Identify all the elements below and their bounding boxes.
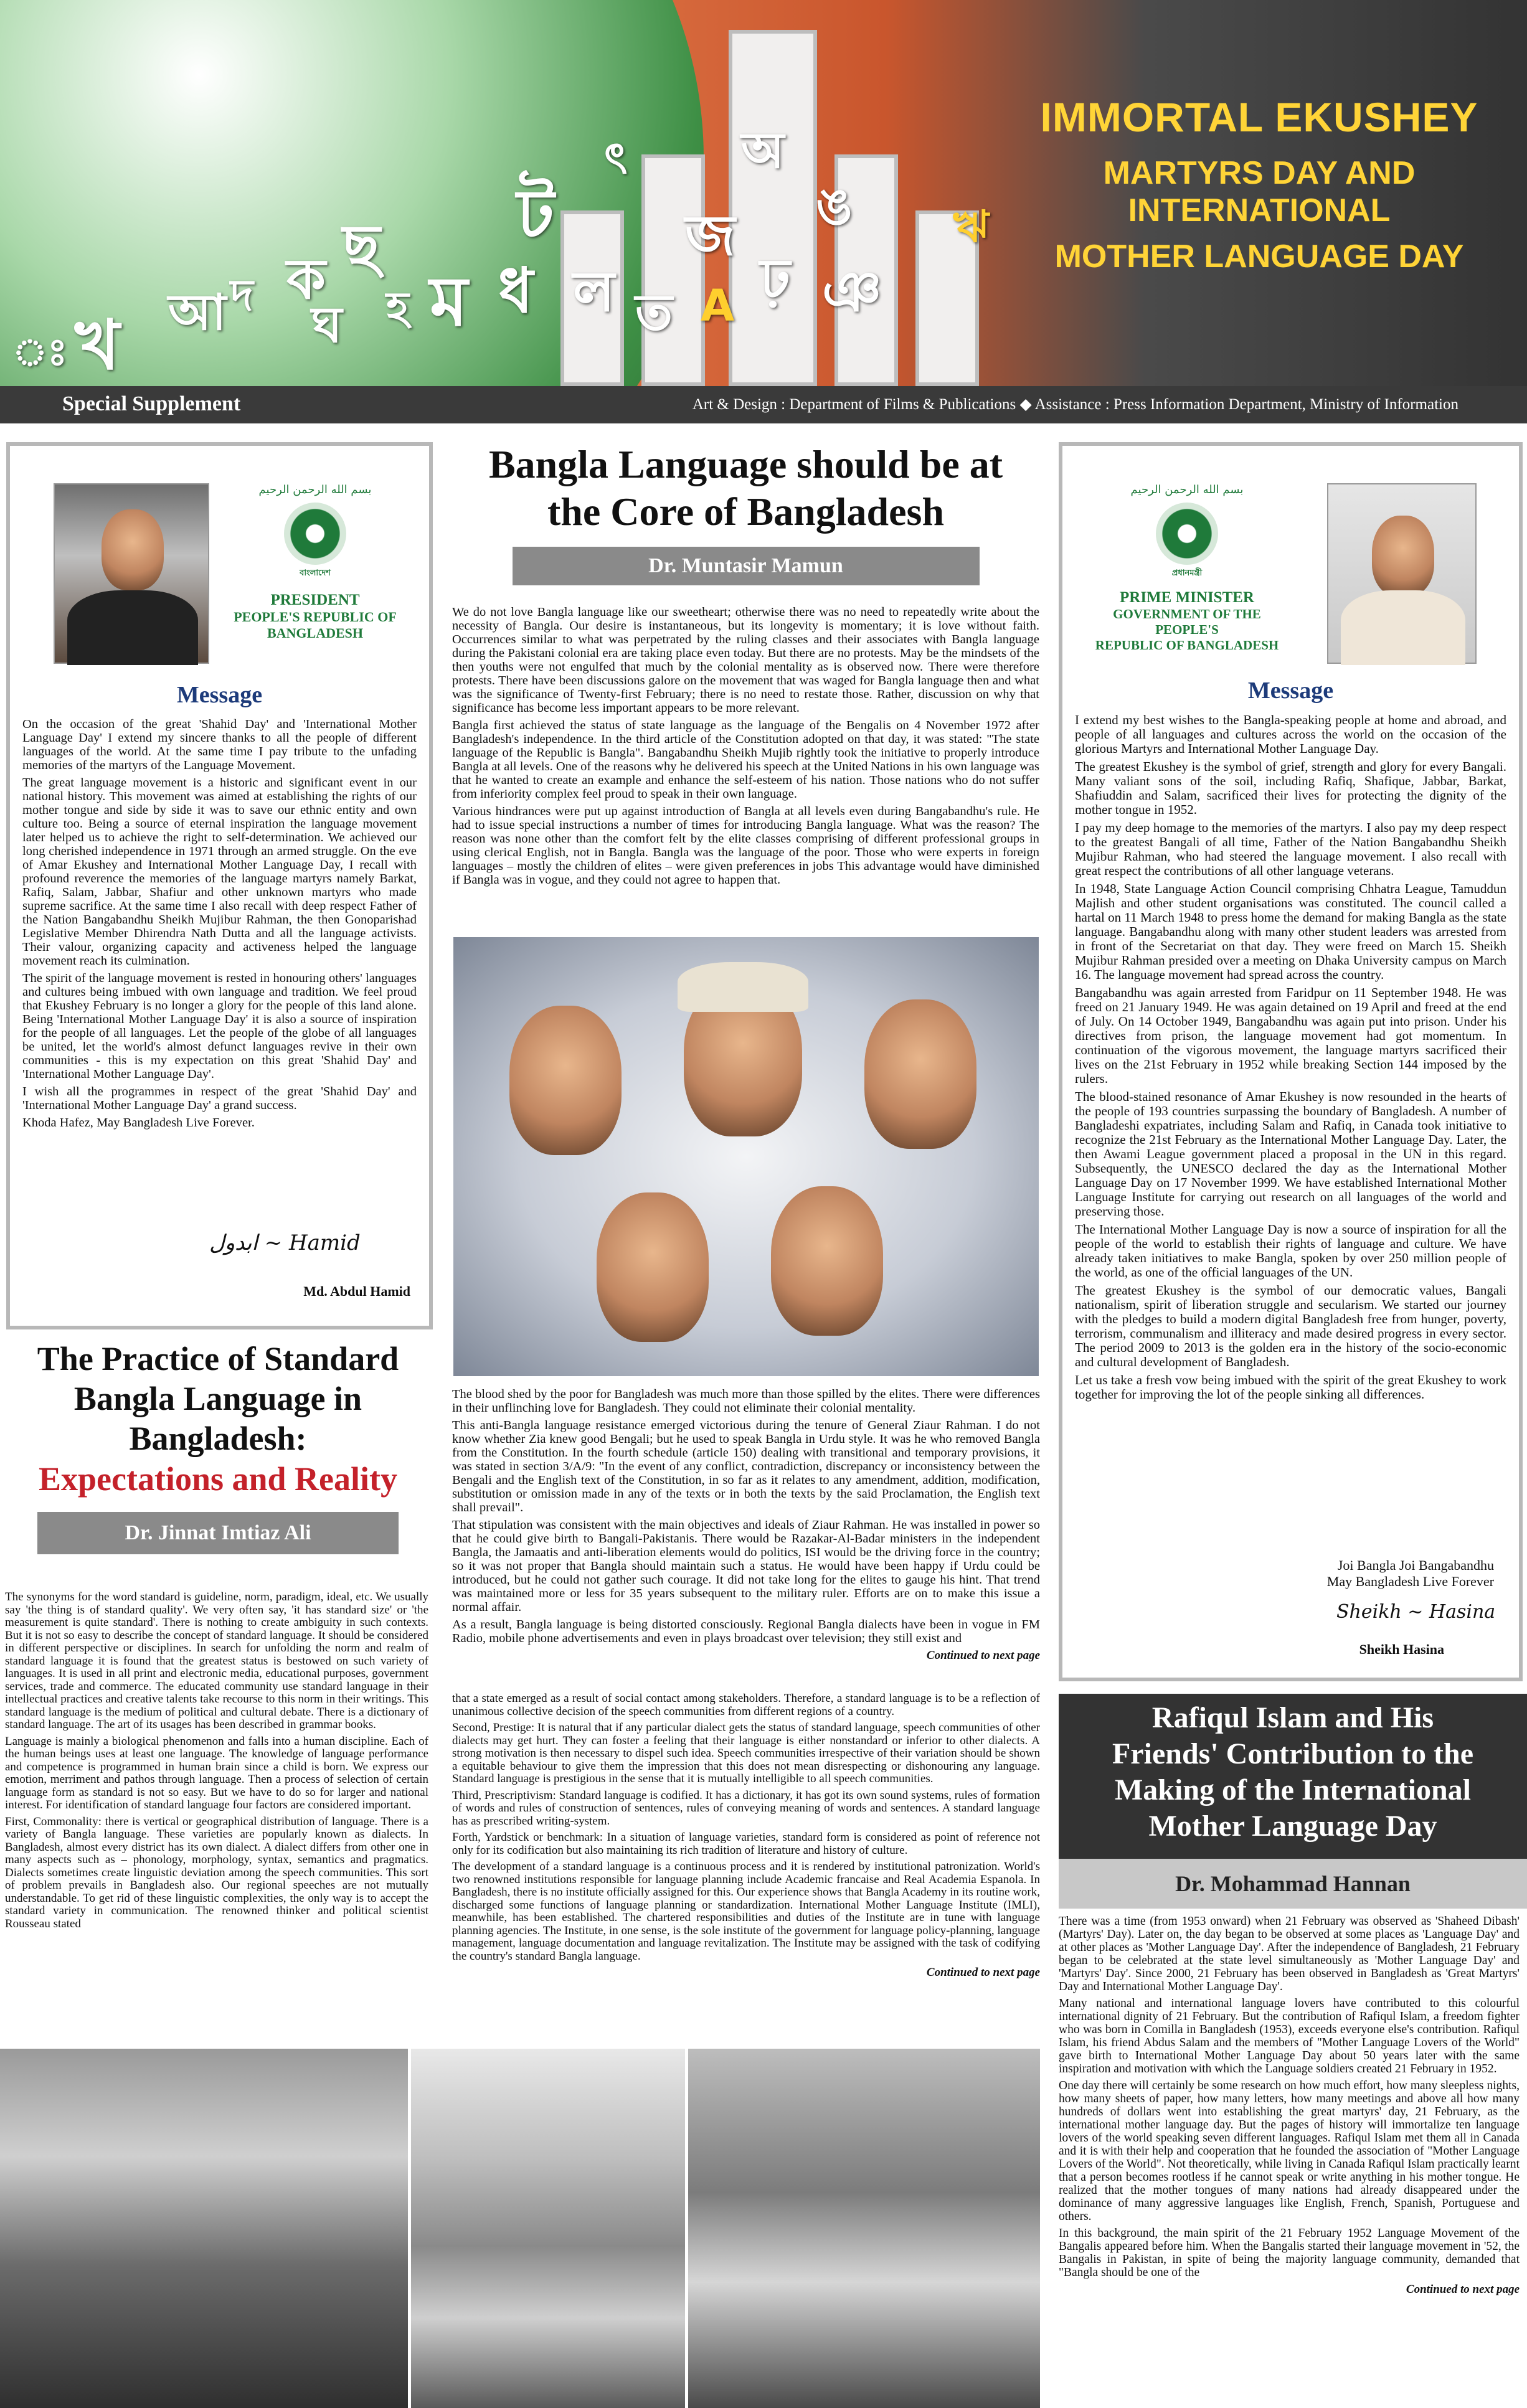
post-line1: PRIME MINISTER <box>1120 589 1254 606</box>
pm-signature: Sheikh ~ Hasina <box>1336 1601 1496 1623</box>
paragraph: There was a time (from 1953 onward) when 21 February was observed as 'Shaheed Dibash' (Martyrs' Day). Later on, the day began to be observed at some places as 'Language Day' and at other places as 'Mother Language Day'. After the independence of Bangladesh, 21 February began to be celebrated at the state level simultaneously as 'Mother Language Day' and 'Martyrs' Day'. Since 2000, 21 February has been observed in Bangladesh as 'Great Martyrs' Day and International Mother Language Day'. <box>1059 1915 1520 1993</box>
rafiqul-headline-line4: Mother Language Day <box>1148 1810 1437 1843</box>
practice-headline-line2: Bangla Language in <box>73 1380 362 1417</box>
paragraph: Many national and international language lovers have contributed to this colourful international dignity of 21 February. But the contribution of Rafiqul Islam, a freedom fighter who was born in Comilla in Bangladesh (1953), exceeds everyone else's contribution. Rafiqul Islam, his friend Abdus Salam and the members of "Mother Language Lovers of the World" gave birth to International Mother Language Day about 50 years later with the same inspiration and motivation with which the Language soldiers created 21 February in 1952. <box>1059 1997 1520 2075</box>
rafiqul-headline-line1: Rafiqul Islam and His <box>1151 1701 1434 1734</box>
emblem-label: প্রধানমন্ত্রী <box>1171 568 1203 577</box>
banner-letter: দ <box>230 270 253 321</box>
bangladesh-emblem-icon <box>1156 503 1218 565</box>
continued-label: Continued to next page <box>926 1649 1040 1662</box>
supplement-strip <box>0 386 1527 423</box>
paragraph: As a result, Bangla language is being distorted consciously. Regional Bangla dialects have been in vogue in FM Radio, mobile phone advertisements and even in plays broadcast over television; they still exist and <box>452 1618 1040 1645</box>
banner-letter: আ <box>168 283 227 341</box>
special-supplement-label: Special Supplement <box>62 392 241 415</box>
rafiqul-headline-line3: Making of the International <box>1114 1773 1471 1806</box>
banner-letter: ঃ <box>12 331 68 374</box>
president-message-body <box>22 717 417 1130</box>
banner-title-line2: MARTYRS DAY AND INTERNATIONAL <box>1103 155 1416 229</box>
practice-headline-line1: The Practice of Standard <box>37 1340 399 1377</box>
banner-letter: অ <box>741 121 785 179</box>
paragraph: Third, Prescriptivism: Standard language is codified. It has a dictionary, it has got its own sound systems, rules of formation of words and rules of construction of sentences, rules of conveying meaning of words and sentences. A standard language has as prescribed writing-system. <box>452 1788 1040 1828</box>
bismillah-text: بسم الله الرحمن الرحيم <box>1130 483 1244 496</box>
banner-letter: ঘ <box>311 296 343 354</box>
president-message-box <box>6 442 433 1329</box>
pm-portrait <box>1327 483 1477 664</box>
closing-line2: May Bangladesh Live Forever <box>1326 1574 1494 1589</box>
paragraph: The International Mother Language Day is now a source of inspiration for all the people of the world to establish their rights of language and culture. We have already taken initiatives to make Bangla, spoken by over 250 million people of the world, as one of the official languages of the UN. <box>1075 1222 1506 1280</box>
paragraph: Khoda Hafez, May Bangladesh Live Forever. <box>22 1116 255 1130</box>
banner-letter: ল <box>573 259 615 324</box>
president-name: Md. Abdul Hamid <box>303 1283 410 1299</box>
practice-article-mid-body <box>452 1693 1040 1980</box>
paragraph: I extend my best wishes to the Bangla-speaking people at home and abroad, and people of all languages and cultures across the world on the occasion of the glorious Martyrs and International Mother Language Day. <box>1075 712 1506 756</box>
paragraph: The greatest Ekushey is the symbol of our democratic values, Bangali nationalism, spirit of liberation struggle and secularism. We started our journey with the pledges to build a modern digital Bangladesh free from hunger, poverty, terrorism, communalism and illiteracy and made desired progress in every sector. The period 2009 to 2013 is the golden era in the history of the socio-economic and cultural development of Bangladesh. <box>1075 1283 1506 1369</box>
message-heading: Message <box>176 682 263 708</box>
banner-letter: ঢ় <box>760 247 791 312</box>
header-banner <box>0 0 1527 386</box>
rafiqul-article-body <box>1059 1915 1520 2296</box>
paragraph: The synonyms for the word standard is guideline, norm, paradigm, ideal, etc. We usually say 'the thing is of standard quality'. We very often say, 'it has standard size' or 'the measurement is quite standard'. There is nothing to create ambiguity in such contexts. But it is not so easy to describe the concept of standard language. It should be considered in different perspective or disciplines. In search for unfolding the norm and realm of standard language it is found that the greatest status is bestowed on such variety of languages. It is used in all print and electronic media, educational purposes, government services, trade and commerce. The educated community use standard language in their intellectual practices and creative talents take recourse to this norm in their writings. This standard language is the medium of political and cultural debate. There is a dictionary of standard language. The art of its usages has been described in grammar books. <box>5 1590 428 1731</box>
paragraph: Language is mainly a biological phenomenon and falls into a human discipline. Each of the human beings uses at least one language. The knowledge of language performance and competence is programmed in human brain since a child is born. We express our emotion, merriment and pathos through language. Then a process of selection of certain language form as standard is not so easy. But we have to do so for larger and national interest. For identification of standard language four factors are considered important. <box>5 1734 428 1811</box>
practice-article-left-body <box>5 1591 428 1934</box>
center-author-bar: Dr. Muntasir Mamun <box>513 547 980 585</box>
banner-title-line3: MOTHER LANGUAGE DAY <box>1054 238 1464 275</box>
pm-emblem-block <box>1087 483 1287 653</box>
center-article-bottom-body <box>452 1387 1040 1663</box>
rafiqul-headline-line2: Friends' Contribution to the <box>1112 1737 1474 1770</box>
paragraph: On the occasion of the great 'Shahid Day' and 'International Mother Language Day' I extend my sincere thanks to all the people of different languages of the world. At the same time I pay tribute to the unfading memories of the martyrs of the Language Movement. <box>22 717 417 772</box>
banner-letter: ত <box>635 283 673 341</box>
continued-label: Continued to next page <box>1406 2283 1520 2296</box>
historic-photo-procession <box>0 2049 408 2408</box>
paragraph: The blood shed by the poor for Bangladesh was much more than those spilled by the elites. There were differences in their unflinching love for Bangladesh. They could not eliminate their colonial mentality. <box>452 1387 1040 1415</box>
post-line2: PEOPLE'S REPUBLIC OF <box>234 609 397 625</box>
paragraph: One day there will certainly be some research on how much effort, how many sleepless nights, how many sheets of paper, how many letters, how many meetings and above all how many hundreds of dollars went into establishing the great martyrs' day, 21 February, as the international mother language day. But the pages of history will immortalize ten language lovers of the world speaking seven different languages. Rafiqul Islam met them all in Canada and it is with their help and cooperation that he founded the association of "Mother Language Lovers of the World". Not theoretically, while living in Canada Rafiqul Islam practically learnt that a person becomes rootless if he cannot speak or write anything in his mother tongue. He realized that the mother tongues of many nations had already disappeared under the dominance of many aggressive languages like English, French, Spanish, Portuguese and others. <box>1059 2079 1520 2223</box>
paragraph: I pay my deep homage to the memories of the martyrs. I also pay my deep respect to the greatest Bangali of all time, Father of the Nation Bangabandhu Sheikh Mujibur Rahman, who had steered the language movement. I also recall with great respect the contributions of all other language veterans. <box>1075 820 1506 878</box>
banner-letter: ম <box>430 262 468 341</box>
banner-letter: ধ <box>498 254 534 327</box>
paragraph: Bangabandhu was again arrested from Faridpur on 11 September 1948. He was freed on 21 January 1949. He was again detained on 19 April and freed at the end of July. On 14 October 1949, Bangabandhu was again put into prison. Under his directives from prison, the language movement had got momentum. In continuation of the vigorous movement, the language martyrs sacrificed their lives on the 21st February in 1952 while breaking Section 144 imposed by the rulers. <box>1075 985 1506 1086</box>
paragraph: First, Commonality: there is vertical or geographical distribution of language. There is a variety of Bangla language. These varieties are popularly known as dialects. In Bangladesh, almost every district has its own dialect. A dialect differs from other one in many aspects such as – phonology, morphology, syntax, semantics and pragmatics. Dialects sometimes create linguistic deviation among the speech communities. This sort of problem prevails in Bangladesh also. Our regional speeches are not mutually understandable. To get rid of these linguistic complexities, the only way is to accept the standard variety in communication. The renowned thinker and political scientist Rousseau stated <box>5 1815 428 1930</box>
president-signature: ﺍﺑﺪﻭﻝ ~ Hamid <box>209 1230 361 1255</box>
paragraph: I wish all the programmes in respect of the great 'Shahid Day' and 'International Mother Language Day' a grand success. <box>22 1085 417 1112</box>
bangladesh-emblem-icon <box>284 503 346 565</box>
practice-headline-line3: Bangladesh: <box>129 1420 307 1457</box>
paragraph: The great language movement is a historic and significant event in our national history. This movement was aimed at establishing the rights of our mother tongue and side by side it was to save our ethnic entity and own culture too. Being a source of eternal inspiration the language movement later helped us to achieve the right to self-determination. We achieved our long cherished independence in 1971 through an armed struggle. On the eve of Amar Ekushey and International Mother Language Day, I recall with profound reverence the memories of the language martyrs namely Barkat, Rafiq, Salam, Jabbar, Shafiur and other unknown martyrs who made supreme sacrifice. At the same time I also recall with deep respect Father of the Nation Bangabandhu Sheikh Mujibur Rahman, the then Gonoparishad Legislative Member Dhirendra Nath Dutta and all the language activists. Their valour, organizing capacity and activeness helped the language movement reach its culmination. <box>22 776 417 968</box>
banner-letter: ট <box>517 174 554 254</box>
paragraph: that a state emerged as a result of social contact among stakeholders. Therefore, a standard language is to be a reflection of unanimous collective decision of the speech communities from different regions of a country. <box>452 1692 1040 1718</box>
pm-message-box <box>1059 442 1523 1681</box>
president-portrait <box>54 483 209 664</box>
banner-letter: জ <box>685 203 735 268</box>
message-heading: Message <box>1247 678 1334 704</box>
center-article-top-body <box>448 605 1043 887</box>
paragraph: Forth, Yardstick or benchmark: In a situation of language varieties, standard form is considered as point of reference not only for its codification but also maintaining its rich tradition of literature and history of culture. <box>452 1831 1040 1857</box>
paragraph: Let us take a fresh vow being imbued with the spirit of the great Ekushey to work together for improving the lot of the people sinking all differences. <box>1075 1372 1506 1402</box>
paragraph: We do not love Bangla language like our sweetheart; otherwise there was no need to repeatedly write about the necessity of Bangla. Our desire is instantaneous, but its longevity is momentary; it is love without faith. Occurrences similar to what was perpetrated by the ruling classes and their associates with Bangla language during the Pakistani colonial era are taking place even today. But there are no protests. May be the mindsets of the then youths were not engulfed that much by the colonial mentality as is observed now. There were therefore protests. There have been discussions galore on the movement that was waged for Bangla language then and what was the significance of Twenty-first February; there is no need to restate those. Rather, discussion on why that significance has become less important appears to be more relevant. <box>452 605 1039 715</box>
practice-headline-line4: Expectations and Reality <box>38 1460 398 1498</box>
banner-letter: ঙ <box>816 177 853 235</box>
paragraph: In 1948, State Language Action Council comprising Chhatra League, Tamuddun Majlish and other student organisations was constituted. The council called a hartal on 11 March 1948 to press home the demand for making Bangla as the state language. Bangabandhu along with many other student leaders was arrested from in front of the Secretariat on that day. They were freed on March 15. Sheikh Mujibur Rahman presided over a meeting on Dhaka University campus on March 16. The language movement had spread across the country. <box>1075 881 1506 982</box>
post-line1: PRESIDENT <box>270 592 360 608</box>
banner-title <box>1035 93 1483 275</box>
banner-letter: ঋ <box>953 201 989 252</box>
banner-letter: ক <box>286 247 326 312</box>
paragraph: Second, Prestige: It is natural that if any particular dialect gets the status of standard language, speech communities of other dialects may get hurt. They can foster a feeling that their language is either nonstandard or inferior to other dialects. A strong motivation is then necessary to dispel such idea. Speech communities irrespective of their variation should be shown a equitable behaviour to give them the impression that this does not mean disrespecting or dishonouring any language. Standard language is prestigious in the sense that it is mutually intelligible to all speech communities. <box>452 1721 1040 1785</box>
post-line3: BANGLADESH <box>267 625 364 641</box>
rafiqul-author-bar: Dr. Mohammad Hannan <box>1059 1859 1527 1909</box>
pm-message-body <box>1075 713 1506 1402</box>
banner-letter: হ <box>386 282 409 333</box>
banner-letter: খ <box>75 305 120 385</box>
practice-author-bar: Dr. Jinnat Imtiaz Ali <box>37 1512 399 1554</box>
post-line2: GOVERNMENT OF THE PEOPLE'S <box>1113 607 1261 637</box>
paragraph: The development of a standard language is a continuous process and it is rendered by institutional patronization. World's two renowned institutions responsible for language planning include Academic francaise and Real Academia Espanola. In Bangladesh, there is no institute officially assigned for this. Our experience shows that Bangla Academy in its routine work, discharged some functions of language planning or standardization. International Mother Language Institute (IMLI), meanwhile, has been established. The chartered responsibilities and duties of the Institute are in tune with language planning agencies. The Institute, in one sense, is the sole institute of the government for language policy-planning, language management, language documentation and language revitalization. The Institute may be assigned with the task of codifying the country's standard Bangla language. <box>452 1860 1040 1963</box>
paragraph: The blood-stained resonance of Amar Ekushey is now resounded in the hearts of the people of 193 countries surpassing the boundary of Bangladesh. A number of Bangladeshi expatriates, including Salam and Rafiq, in Canada took initiative to recognize the 21st February as the International Mother Language Day. Later, the then Awami League government placed a proposal in the UN in this regard. Subsequently, the UNESCO declared the day as the International Mother Language Day on 17 November 1999. We have established International Mother Language Institute for carrying out research on all languages of the world and preserving those. <box>1075 1089 1506 1219</box>
center-headline-line2: the Core of Bangladesh <box>547 489 945 534</box>
emblem-label: বাংলাদেশ <box>300 568 331 577</box>
paragraph: Various hindrances were put up against introduction of Bangla at all levels even during Bangabandhu's rule. He had to issue special instructions a number of times for introducing Bangla language. What was the reason? The reason was none other than the comfort felt by the elite classes comprising of different professional groups in using clerical English, not in Bangla. Bangla was the language of the poor. Those who were experts in foreign languages – mostly the children of elites – were given preferences in jobs This advantage would have diminished if Bangla was in vogue, and they could not agree to happen that. <box>452 805 1039 887</box>
paragraph: That stipulation was consistent with the main objectives and ideals of Ziaur Rahman. He was installed in power so that he could give birth to Bangali-Pakistanis. There would be Razakar-Al-Badar ministers in the independent Bangla, the Jamaatis and anti-liberation elements would do politics, ISI would be the driving force in the country; so it was not proper that Bangla should maintain such a status. He would have been happy if Urdu could be introduced, but he could not gather such courage. It did not take long for the elites to gauge his hint. That trend was maintained more or less for 35 years subsequent to the military ruler. Efforts are on to make this issue a normal affair. <box>452 1518 1040 1614</box>
banner-letter: A <box>701 280 735 331</box>
paragraph: The greatest Ekushey is the symbol of grief, strength and glory for every Bangali. Many valiant sons of the soil, including Rafiq, Shafique, Jabbar, Barkat, Shafiuddin and Salam, sacrificed their lives for protecting the dignity of the mother tongue in 1952. <box>1075 759 1506 817</box>
banner-letter: ছ <box>343 210 381 283</box>
pm-name: Sheikh Hasina <box>1359 1641 1444 1657</box>
banner-letter: ঞ <box>822 259 882 324</box>
banner-title-line1: IMMORTAL EKUSHEY <box>1040 94 1478 140</box>
historic-photo-building <box>411 2049 685 2408</box>
continued-label: Continued to next page <box>926 1966 1040 1979</box>
banner-letter: ৎ <box>604 133 628 184</box>
historic-photo-rally <box>688 2049 1040 2408</box>
post-line3: REPUBLIC OF BANGLADESH <box>1095 638 1279 653</box>
president-emblem-block <box>222 483 409 641</box>
paragraph: Bangla first achieved the status of state language as the language of the Bengalis on 4 November 1972 after Bangladesh's independence. In the third article of the Constitution adopted on that day, it was stated: "The state language of the Republic is Bangla". Bangabandhu Sheikh Mujib rightly took the initiative to properly introduce Bangla at all levels. One of the reasons why he delivered his speech at the United Nations in his own language was that he wanted to create an example and enhance the self-esteem of his nation. Those nations who do not suffer from inferiority complex feel proud to speak in their own language. <box>452 719 1039 801</box>
paragraph: This anti-Bangla language resistance emerged victorious during the tenure of General Ziaur Rahman. I do not know whether Zia knew good Bengali; but he used to speak Bangla in Urdu style. It was he who removed Bangla from the Constitution. In the fourth schedule (article 150) dealing with transitional and temporary provisions, it was stated in section 3/A/9: "In the event of any conflict, contradiction, discrepancy or inconsistency between the Bengali and the English text of the Constitution, in so far as it relates to any amendment, addition, modification, substitution or omission made in any of the texts or in both the texts by the said Proclamation, the English text shall prevail". <box>452 1419 1040 1514</box>
closing-line1: Joi Bangla Joi Bangabandhu <box>1337 1557 1494 1573</box>
practice-article-heading <box>0 1339 436 1554</box>
martyrs-painting <box>453 937 1039 1376</box>
credits-label: Art & Design : Department of Films & Publications ◆ Assistance : Press Information Department, Ministry of Information <box>692 396 1458 413</box>
center-headline-line1: Bangla Language should be at <box>488 442 1003 486</box>
rafiqul-heading-box <box>1059 1694 1527 1859</box>
bismillah-text: بسم الله الرحمن الرحيم <box>258 483 372 496</box>
paragraph: In this background, the main spirit of the 21 February 1952 Language Movement of the Bangalis appeared before him. When the Bangalis started their language movement in '52, the Bangalis in Pakistan, in spite of being the majority language community, demanded that "Bangla should be one of the <box>1059 2227 1520 2279</box>
paragraph: The spirit of the language movement is rested in honouring others' languages and cultures being imbued with own language and tradition. We feel proud that Ekushey February is no longer a glory for the people of this land alone. Being 'International Mother Language Day' it is also a source of inspiration for the people of all languages. Let the people of the globe of all languages be united, let the world's almost defunct languages revive in their own communities - this is my expectation on this great 'Shahid Day' and 'International Mother Language Day'. <box>22 971 417 1081</box>
